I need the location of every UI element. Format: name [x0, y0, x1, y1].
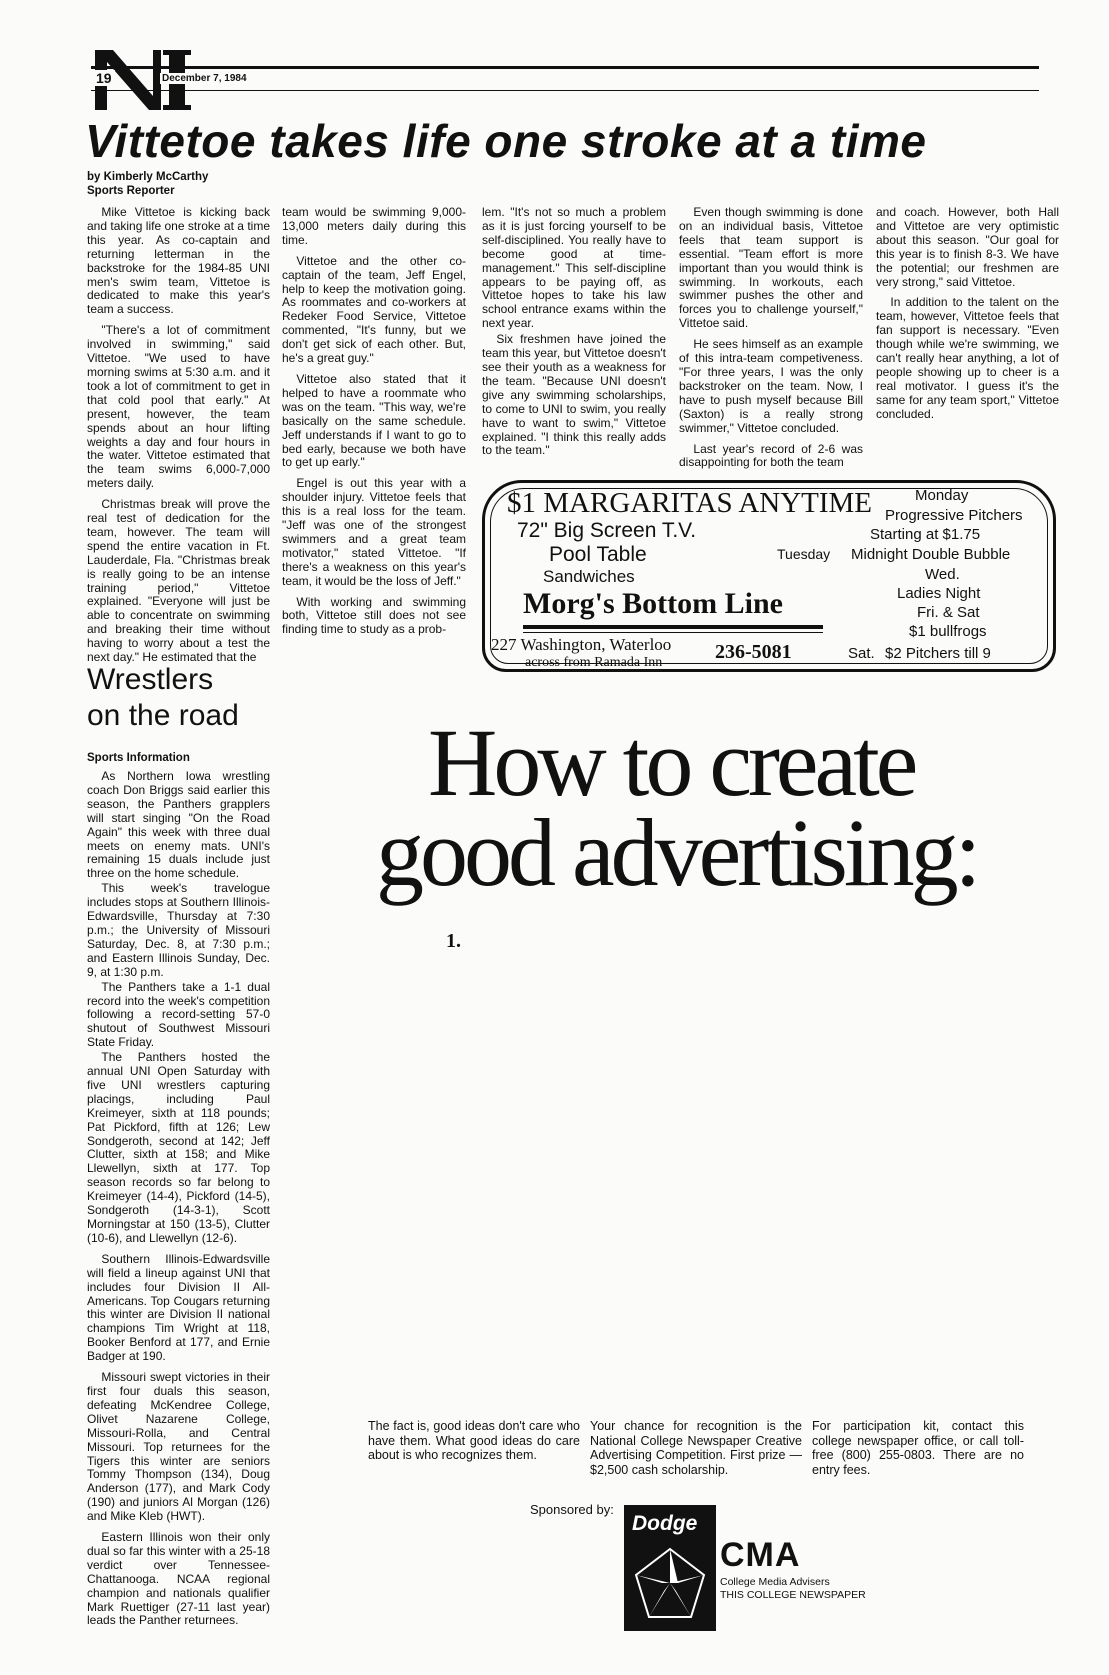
ad-address: 227 Washington, Waterloo [491, 635, 672, 654]
ad-monday-deal: Progressive Pitchers [885, 507, 1023, 524]
paragraph: Missouri swept victories in their first four duals this season, defeating McKendree College, Olivet Nazarene College, Missouri-Rolla, and Central Missouri. Top returnees for the Tigers this winter are seniors Tommy Thompson (134), Doug Anderson (177), and Mark Cody (190) and juniors Al Morgan (126) and Mike Kleb (HWT). [87, 1370, 270, 1524]
ad-business-name: Morg's Bottom Line [523, 587, 783, 620]
paragraph: and coach. However, both Hall and Vittetoe are very optimistic about this season. "Our goal for this year is to finish 8-3. We have the potential; our freshmen are very strong," said Vittetoe. [876, 205, 1059, 289]
page-number: 19 [93, 70, 115, 86]
paragraph: lem. "It's not so much a problem as it is just forcing yourself to be self-disciplined. You really have to become good at time-management." This self-discipline appears to be paying off, as Vittetoe hopes to take his law school entrance exams within the next year. [482, 205, 666, 331]
issue-date: December 7, 1984 [162, 73, 247, 84]
paragraph: "There's a lot of commitment involved in swimming," said Vittetoe. "We used to have morning swims at 5:30 a.m. and it took a lot of commitment to get in that cold pool that early." At present, however, the team spends about an hour lifting weights a day and four hours in the water. Vittetoe estimated that the team swims 6,000-7,000 meters daily. [87, 323, 270, 491]
cma-ad-text-1: The fact is, good ideas don't care who have them. What good ideas do care about is who recognizes them. [368, 1419, 580, 1462]
ad-wednesday: Wed. [925, 566, 960, 583]
paragraph: Six freshmen have joined the team this year, but Vittetoe doesn't see their youth as a weakness for the team. "Because UNI doesn't give any swimming scholarships, to come to UNI to swim, you really have to want to swim," Vittetoe explained. "I think this really adds to the team." [482, 332, 666, 458]
ad-sandwiches: Sandwiches [543, 567, 635, 586]
ad-phone: 236-5081 [715, 641, 792, 663]
article-byline [87, 170, 208, 198]
article-column-3 [482, 206, 666, 471]
pentastar-icon [632, 1545, 708, 1621]
ad-tuesday: Tuesday [777, 546, 831, 562]
paragraph: Last year's record of 2-6 was disappointing for both the team [679, 441, 863, 470]
ad-monday: Monday [915, 487, 969, 504]
paragraph: Mike Vittetoe is kicking back and taking life one stroke at a time this year. As co-captain and returning letterman in the backstroke for the 1984-85 UNI men's swim team, Vittetoe is dedicated to make this year's team a success. [87, 205, 270, 317]
ad-tv: 72" Big Screen T.V. [517, 519, 697, 542]
cma-ad-headline-line1: How to create [428, 709, 915, 816]
paragraph: team would be swimming 9,000-13,000 meters daily during this time. [282, 205, 466, 247]
ad-friday-deal: $1 bullfrogs [909, 623, 987, 640]
ad-headline: $1 MARGARITAS ANYTIME [507, 487, 873, 519]
cma-name: College Media Advisers [720, 1576, 830, 1588]
article-column-4 [679, 206, 863, 471]
cma-ad-item-number: 1. [446, 930, 461, 952]
dodge-wordmark: Dodge [632, 1512, 698, 1535]
logo-serif [163, 105, 191, 110]
paragraph: In addition to the talent on the team, however, Vittetoe feels that fan support is necessary. "Even though while we're swimming, we can't really hear anything, a lot of people showing up to cheer is a real motivator. I guess it's the same for any team sport," Vittetoe concluded. [876, 295, 1059, 421]
ad-divider-thin [523, 632, 823, 633]
cma-tagline: THIS COLLEGE NEWSPAPER [720, 1589, 866, 1601]
paragraph: He sees himself as an example of this intra-team competiveness. "For three years, I was the only backstroker on the team. Now, I have to push myself because Bill (Saxton) is a really strong swimmer," Vittetoe concluded. [679, 337, 863, 435]
paragraph: Christmas break will prove the real test of dedication for the team, however. The team will spend the entire vacation in Ft. Lauderdale, Fla. "Christmas break is really going to be an intense training period," Vittetoe explained. "Everyone will just be able to concentrate on swimming and breaking their time without having to worry about a test the next day." He estimated that the [87, 497, 270, 665]
paragraph: Vittetoe also stated that it helped to have a roommate who was on the team. "This way, we're basically on the same schedule. Jeff understands if I want to go to bed early, because we both have to get up early." [282, 371, 466, 470]
article-column-5 [876, 206, 1059, 471]
ad-saturday: Sat. [848, 645, 875, 662]
paragraph: Eastern Illinois won their only dual so far this winter with a 25-18 verdict over Tennessee-Chattanooga. NCAA regional champion and nationals qualifier Mark Ruettiger (27-11 last year) leads the Panther returnees. [87, 1530, 270, 1628]
wrestlers-column [87, 770, 270, 1650]
ad-pool: Pool Table [549, 543, 647, 566]
ad-landmark: across from Ramada Inn [525, 655, 663, 670]
ad-divider [523, 625, 823, 629]
cma-ad-text-2: Your chance for recognition is the National College Newspaper Creative Advertising Competition. First prize — $2,500 cash scholarship. [590, 1419, 802, 1477]
paragraph: Engel is out this year with a shoulder injury. Vittetoe feels that this is a real loss for the team. "Jeff was one of the strongest swimmers and a great team motivator," stated Vittetoe. "If there's a weakness on this year's team, it would be the loss of Jeff." [282, 476, 466, 588]
cma-ad-text-3: For participation kit, contact this college newspaper office, or call toll-free (800) 255-0803. There are no entry fees. [812, 1419, 1024, 1477]
ad-friday: Fri. & Sat [917, 604, 980, 621]
paragraph: This week's travelogue includes stops at Southern Illinois-Edwardsville, Thursday at 7:30 p.m.; the University of Missouri Saturday, Dec. 8, at 7:30 p.m.; and Eastern Illinois Sunday, Dec. 9, at 1:30 p.m. [87, 881, 270, 979]
paragraph: The Panthers hosted the annual UNI Open Saturday with five UNI wrestlers capturing placings, including Paul Kreimeyer, sixth at 118 pounds; Pat Pickford, fifth at 126; Lew Sondgeroth, second at 142; Jeff Clutter, sixth at 158; and Mike Llewellyn, sixth at 177. Top season records so far belong to Kreimeyer (14-4), Pickford (14-5), Sondgeroth (14-3-1), Scott Morningstar at 150 (13-5), Clutter (10-6), and Llewellyn (12-6). [87, 1050, 270, 1245]
paragraph: Vittetoe and the other co-captain of the team, Jeff Engel, help to keep the motivation going. As roommates and co-workers at Redeker Food Service, Vittetoe commented, "It's funny, but we don't get sick of each other. But, he's a great guy." [282, 253, 466, 366]
byline-author: by Kimberly McCarthy [87, 171, 209, 183]
ad-tuesday-deal: Midnight Double Bubble [851, 546, 1011, 563]
ad-monday-price: Starting at $1.75 [870, 526, 981, 543]
paragraph: With working and swimming both, Vittetoe still does not see finding time to study as a prob- [282, 594, 466, 637]
paragraph: The Panthers take a 1-1 dual record into the week's competition following a record-setting 57-0 shutout of Southwest Missouri State Friday. [87, 979, 270, 1050]
morgs-bottom-line-ad [482, 480, 1056, 672]
article-headline: Vittetoe takes life one stroke at a time [85, 115, 927, 167]
paragraph: Southern Illinois-Edwardsville will field a lineup against UNI that includes four Division II All-Americans. Top Cougars returning this winter are Division II national champions Tim Wright at 118, Booker Benford at 177, and Ernie Badger at 190. [87, 1251, 270, 1364]
wrestlers-headline-line2: on the road [87, 699, 239, 732]
dodge-logo [624, 1505, 716, 1631]
wrestlers-byline: Sports Information [87, 752, 190, 764]
wrestlers-headline-line1: Wrestlers [87, 663, 214, 696]
logo-serif [163, 50, 191, 55]
ad-wednesday-deal: Ladies Night [897, 585, 981, 602]
masthead-rule-thin [91, 90, 1039, 91]
ad-saturday-deal: $2 Pitchers till 9 [885, 645, 991, 662]
article-column-1 [87, 205, 270, 665]
cma-ad-headline-line2: good advertising: [376, 799, 978, 906]
byline-role: Sports Reporter [87, 185, 175, 197]
masthead-rule [91, 66, 1039, 69]
paragraph: As Northern Iowa wrestling coach Don Briggs said earlier this season, the Panthers grapplers will start singing "On the Road Again" this week with three dual meets on enemy mats. UNI's remaining 15 duals include just three on the home schedule. [87, 769, 270, 881]
wrestlers-headline [87, 662, 239, 734]
article-column-2 [282, 206, 466, 651]
sponsored-by-label: Sponsored by: [530, 1502, 614, 1517]
cma-logo: CMA [720, 1536, 801, 1574]
paragraph: Even though swimming is done on an individual basis, Vittetoe feels that team support is essential. "Team effort is more important than you would think is swimming. In workouts, each swimmer pushes the other and forces you to challenge yourself," Vittetoe said. [679, 205, 863, 331]
